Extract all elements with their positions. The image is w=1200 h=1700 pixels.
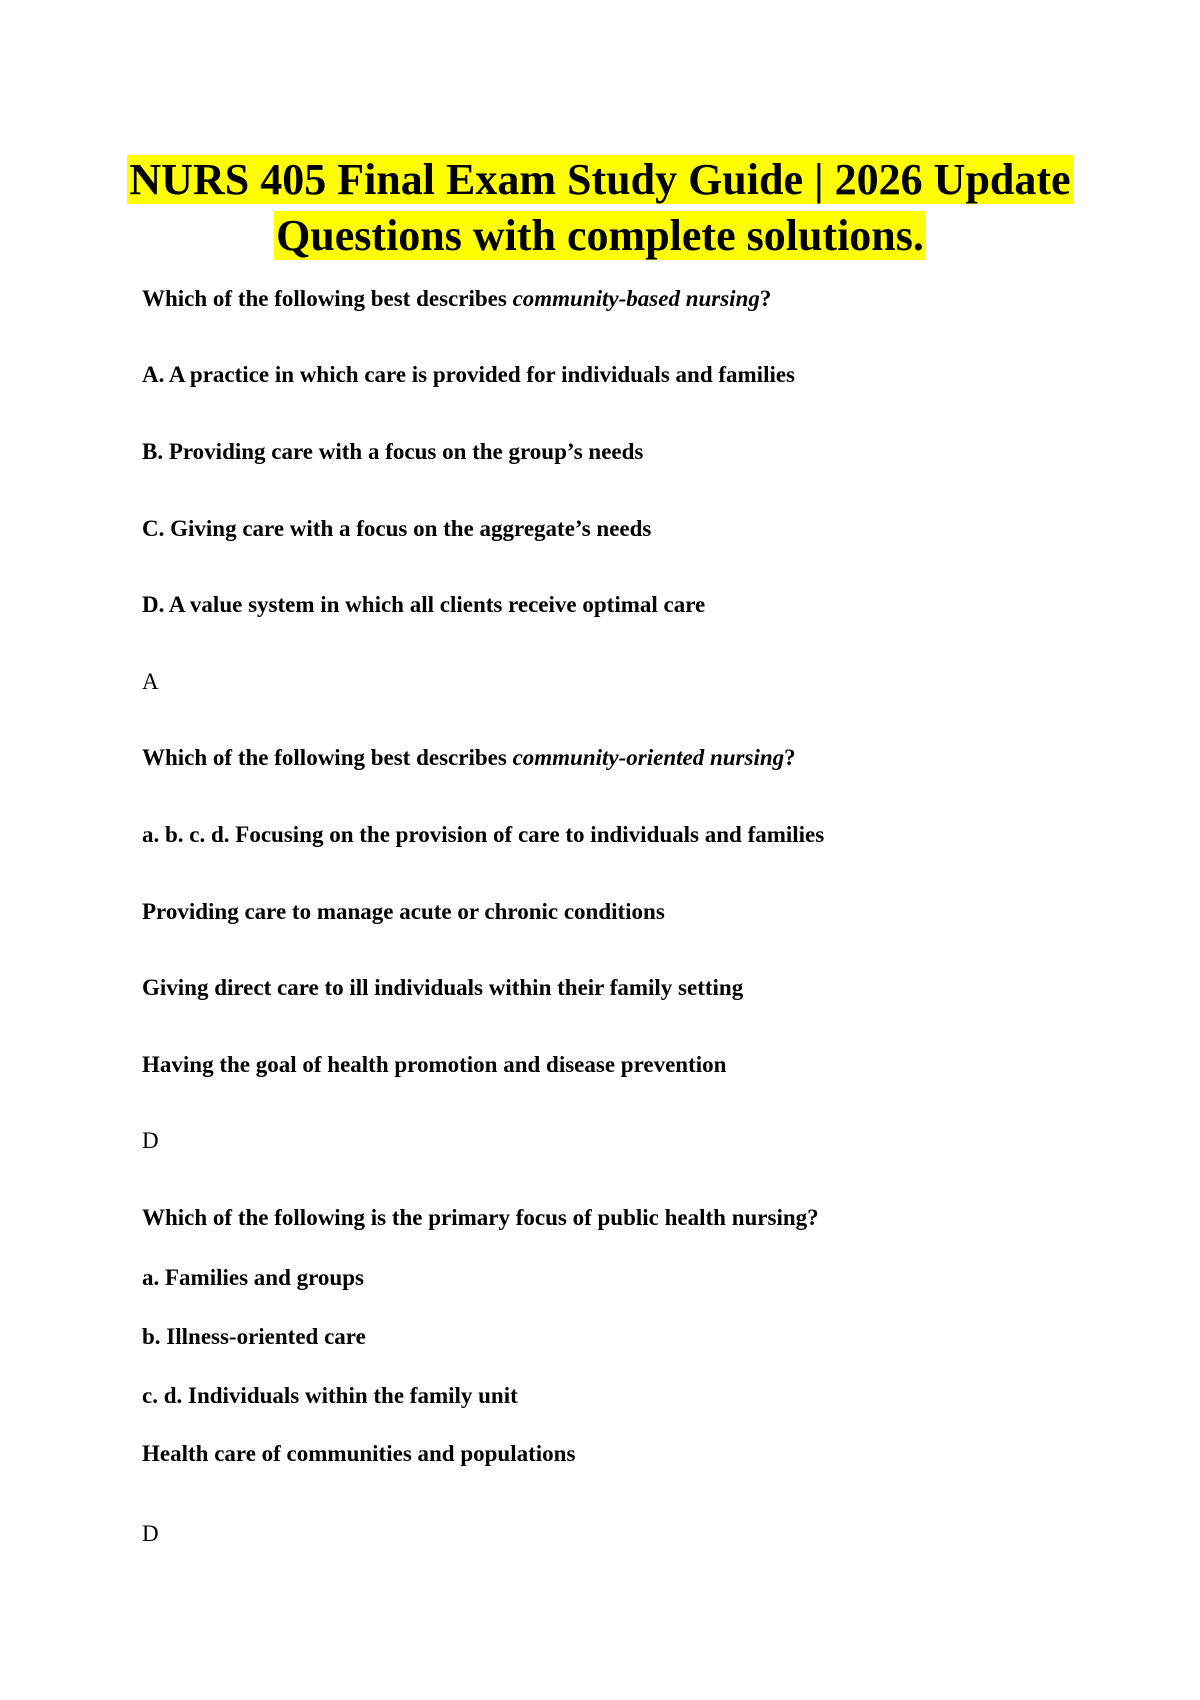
document-title bbox=[0, 152, 1200, 264]
question-2-answer: D bbox=[142, 1128, 159, 1153]
question-2-option-1: a. b. c. d. Focusing on the provision of care to individuals and families bbox=[142, 822, 825, 847]
question-1-option-b: B. Providing care with a focus on the group’s needs bbox=[142, 439, 644, 464]
question-2-stem-prefix: Which of the following best describes bbox=[142, 745, 513, 770]
question-1-stem-suffix: ? bbox=[759, 286, 772, 311]
question-3-option-b: b. Illness-oriented care bbox=[142, 1324, 366, 1349]
question-2-stem bbox=[142, 743, 796, 773]
question-1-option-a: A. A practice in which care is provided for individuals and families bbox=[142, 362, 796, 387]
question-3-option-cd: c. d. Individuals within the family unit bbox=[142, 1383, 518, 1408]
question-2-option-2: Providing care to manage acute or chronic conditions bbox=[142, 899, 665, 924]
title-line-2: Questions with complete solutions. bbox=[276, 211, 924, 260]
question-3-stem: Which of the following is the primary focus of public health nursing? bbox=[142, 1205, 819, 1230]
question-3-option-continued: Health care of communities and populations bbox=[142, 1441, 576, 1466]
title-line-1: NURS 405 Final Exam Study Guide | 2026 Update bbox=[129, 155, 1071, 204]
question-3-option-a: a. Families and groups bbox=[142, 1265, 364, 1290]
question-2-stem-term: community-oriented nursing bbox=[512, 745, 785, 770]
question-2-stem-suffix: ? bbox=[784, 745, 796, 770]
question-1-answer: A bbox=[142, 669, 159, 694]
question-1-stem bbox=[142, 284, 771, 314]
question-2-option-4: Having the goal of health promotion and disease prevention bbox=[142, 1052, 727, 1077]
question-1-stem-term: community-based nursing bbox=[512, 286, 760, 311]
question-2-option-3: Giving direct care to ill individuals within their family setting bbox=[142, 975, 744, 1000]
question-1-stem-prefix: Which of the following best describes bbox=[142, 286, 513, 311]
question-1-option-c: C. Giving care with a focus on the aggregate’s needs bbox=[142, 516, 652, 541]
question-1-option-d: D. A value system in which all clients receive optimal care bbox=[142, 592, 706, 617]
question-3-answer: D bbox=[142, 1521, 159, 1546]
